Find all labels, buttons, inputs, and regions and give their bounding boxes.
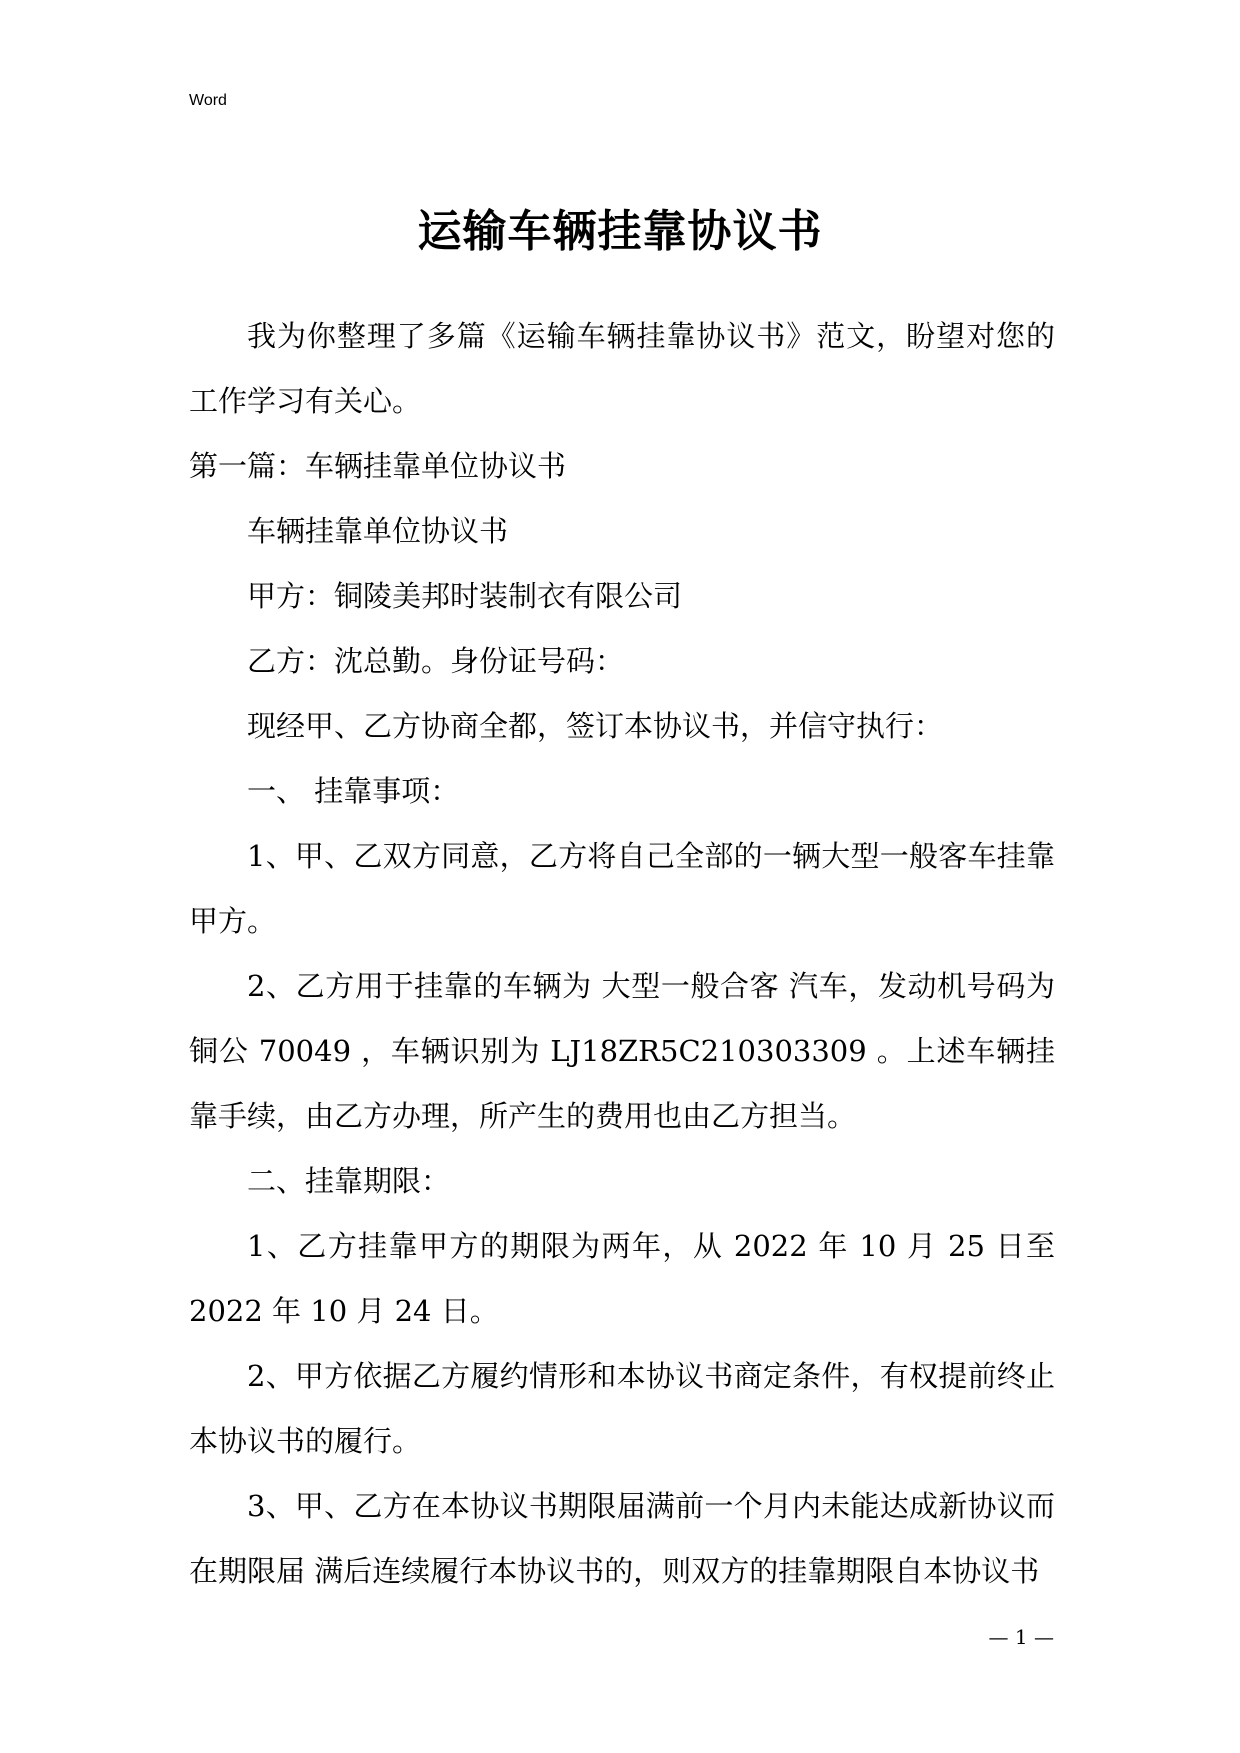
clause-1-1: 1、甲、乙双方同意，乙方将自己全部的一辆大型一般客车挂靠甲方。 (189, 839, 1055, 938)
clause-2-1: 1、乙方挂靠甲方的期限为两年，从 2022 年 10 月 25 日至 2022 年 10 月 24 日。 (189, 1229, 1055, 1328)
document-header-label: Word (189, 92, 227, 109)
chapter-heading: 第一篇：车辆挂靠单位协议书 (189, 449, 567, 483)
clause-2-3: 3、甲、乙方在本协议书期限届满前一个月内未能达成新协议而在期限届 满后连续履行本协议书的，则双方的挂靠期限自本协议书 (189, 1489, 1055, 1588)
agreement-preamble: 现经甲、乙方协商全都，签订本协议书，并信守执行： (247, 709, 944, 743)
section-heading-1: 一、 挂靠事项： (247, 774, 460, 808)
document-title: 运输车辆挂靠协议书 (417, 206, 823, 257)
agreement-subtitle: 车辆挂靠单位协议书 (247, 514, 509, 548)
clause-2-2: 2、甲方依据乙方履约情形和本协议书商定条件，有权提前终止本协议书的履行。 (189, 1359, 1055, 1458)
section-heading-2: 二、挂靠期限： (247, 1164, 451, 1198)
page-number: — 1 — (988, 1625, 1054, 1649)
party-a-line: 甲方：铜陵美邦时装制衣有限公司 (247, 579, 683, 613)
party-b-line: 乙方：沈总勤。身份证号码： (247, 644, 625, 678)
document-body (189, 304, 1055, 1604)
clause-1-2: 2、乙方用于挂靠的车辆为 大型一般合客 汽车，发动机号码为 铜公 70049 ，车辆识别为 LJ18ZR5C210303309 。上述车辆挂靠手续，由乙方办理，所产生的费用也由乙方担当。 (189, 969, 1055, 1133)
intro-paragraph: 我为你整理了多篇《运输车辆挂靠协议书》范文，盼望对您的工作学习有关心。 (189, 319, 1055, 418)
